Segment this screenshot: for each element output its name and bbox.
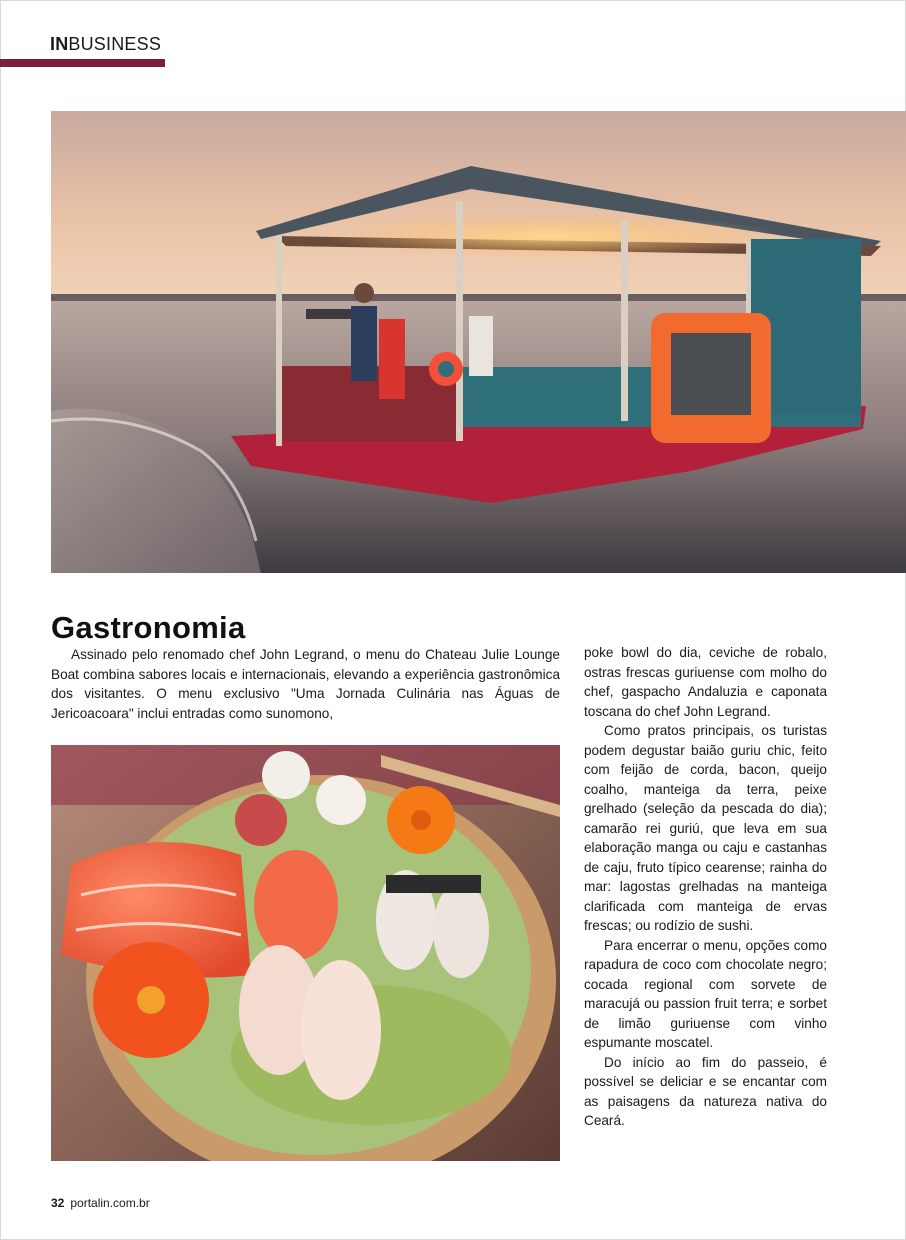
- intro-paragraph: Assinado pelo renomado chef John Legrand, o menu do Chateau Julie Lounge Boat combina sabores locais e internacionais, elevando a experiência gastronômica dos visitantes. O menu exclusivo "Uma Jornada Culinária nas Águas de Jericoacoara" inclui entradas como sunomono,: [51, 647, 560, 721]
- page-number: 32: [51, 1196, 65, 1210]
- header-accent-bar: [0, 59, 165, 67]
- section-header-rest: BUSINESS: [68, 34, 162, 54]
- section-title: Gastronomia: [51, 610, 246, 645]
- page-footer: [51, 1196, 150, 1210]
- closing-paragraph: Do início ao fim do passeio, é possível se deliciar e se encantar com as paisagens da natureza nativa do Ceará.: [584, 1054, 827, 1128]
- section-header-bold: IN: [50, 34, 69, 54]
- continuation-paragraph: poke bowl do dia, ceviche de robalo, ostras frescas guriuense com molho do chef, gaspacho Andaluzia e caponata toscana do chef John Legrand.: [584, 645, 827, 719]
- right-column: [584, 643, 827, 1131]
- section-header: [50, 34, 161, 55]
- boat-at-sunset-photo: [51, 111, 906, 573]
- desserts-paragraph: Para encerrar o menu, opções como rapadura de coco com chocolate negro; cocada regional com sorvete de maracujá ou passion fruit terra; e sorbet de limão guriuense com vinho espumante moscatel.: [584, 937, 827, 1050]
- main-courses-paragraph: Como pratos principais, os turistas podem degustar baião guriu chic, feito com feijão de corda, bacon, queijo coalho, manteiga da terra, peixe grelhado (seleção da pescada do dia); camarão rei guriú, que leva em sua elaboração manga ou caju e castanhas de caju, fruto típico cearense; rainha do mar: lagostas grelhadas na manteiga clarificada com manteiga de ervas frescas; ou rodízio de sushi.: [584, 723, 827, 933]
- sushi-platter-photo: [51, 745, 560, 1161]
- footer-site-link[interactable]: portalin.com.br: [70, 1196, 150, 1210]
